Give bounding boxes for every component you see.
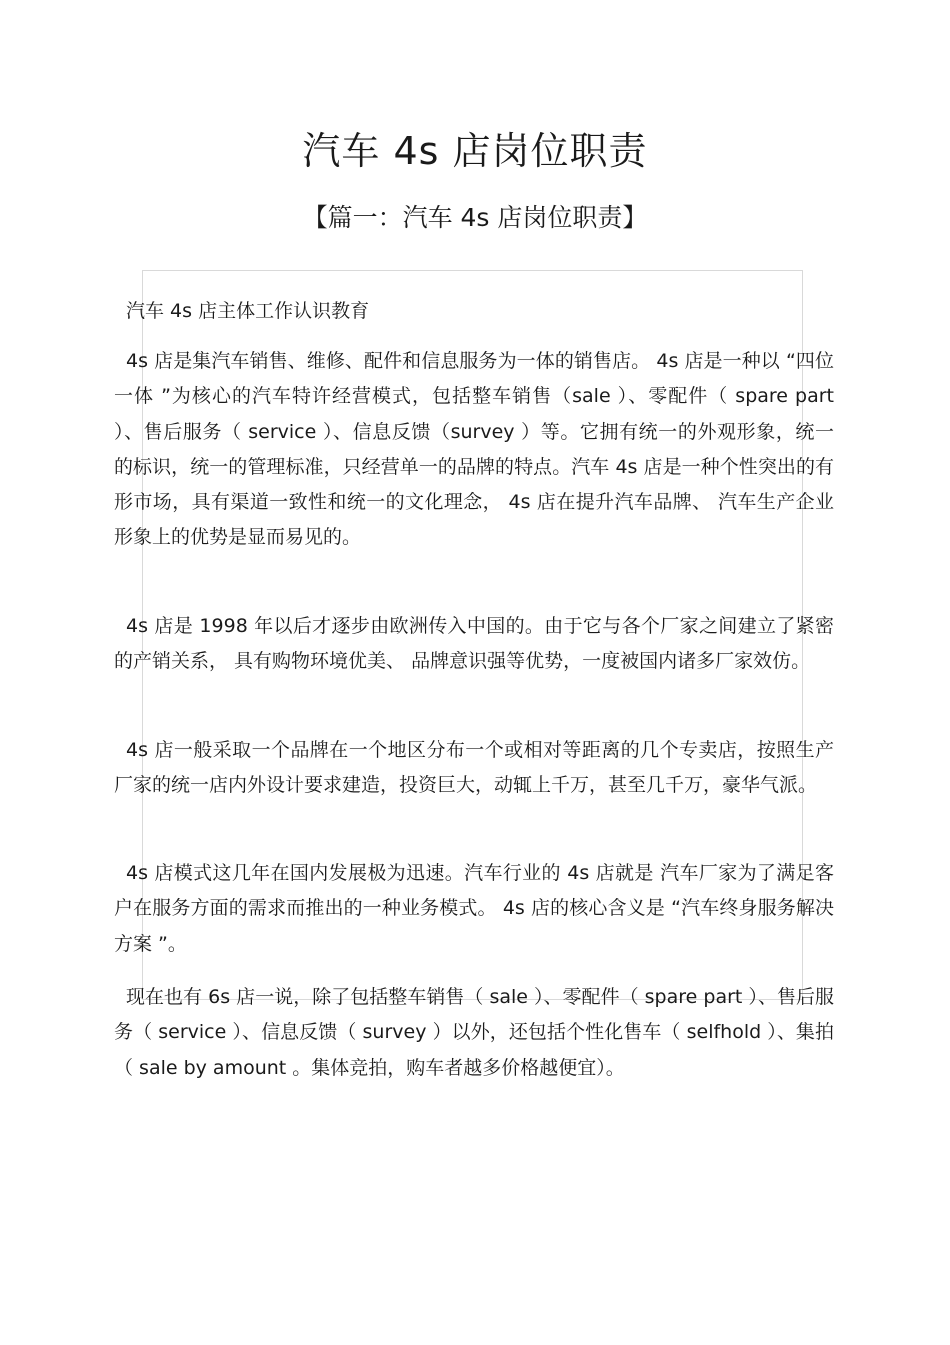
paragraph-3 — [114, 733, 834, 804]
document-subtitle: 【篇一：汽车 4s 店岗位职责】 — [302, 203, 648, 232]
paragraph-5-text: 现在也有 6s 店一说，除了包括整车销售（ sale ）、零配件（ spare part ）、售后服务（ service ）、信息反馈（ survey ）以外，还包括个性化售车（ selfhold ）、集拍（ sale by amount 。集体竞拍，购车者越多价格越便宜）。 — [114, 986, 834, 1079]
paragraph-2-text: 4s 店是 1998 年以后才逐步由欧洲传入中国的。由于它与各个厂家之间建立了紧密的产销关系， 具有购物环境优美、 品牌意识强等优势，一度被国内诸多厂家效仿。 — [114, 615, 834, 673]
paragraph-1 — [114, 344, 834, 556]
section-heading: 汽车 4s 店主体工作认识教育 — [126, 300, 370, 322]
paragraph-3-text: 4s 店一般采取一个品牌在一个地区分布一个或相对等距离的几个专卖店，按照生产厂家的统一店内外设计要求建造，投资巨大，动辄上千万，甚至几千万，豪华气派。 — [114, 739, 834, 797]
document-title: 汽车 4s 店岗位职责 — [302, 129, 648, 173]
paragraph-4 — [114, 856, 834, 962]
paragraph-2 — [114, 609, 834, 680]
paragraph-4-text: 4s 店模式这几年在国内发展极为迅速。汽车行业的 4s 店就是 汽车厂家为了满足客户在服务方面的需求而推出的一种业务模式。 4s 店的核心含义是 “汽车终身服务解决方案 ”。 — [114, 862, 834, 955]
paragraph-1-text: 4s 店是集汽车销售、维修、配件和信息服务为一体的销售店。 4s 店是一种以 “四位一体 ”为核心的汽车特许经营模式，包括整车销售（sale ）、零配件（ spare part ）、售后服务（ service ）、信息反馈（survey ）等。它拥有统一的外观形象，统一的标识，统一的管理标准，只经营单一的品牌的特点。汽车 4s 店是一种个性突出的有形市场，具有渠道一致性和统一的文化理念， 4s 店在提升汽车品牌、 汽车生产企业形象上的优势是显而易见的。 — [114, 350, 834, 549]
paragraph-5 — [114, 980, 834, 1086]
